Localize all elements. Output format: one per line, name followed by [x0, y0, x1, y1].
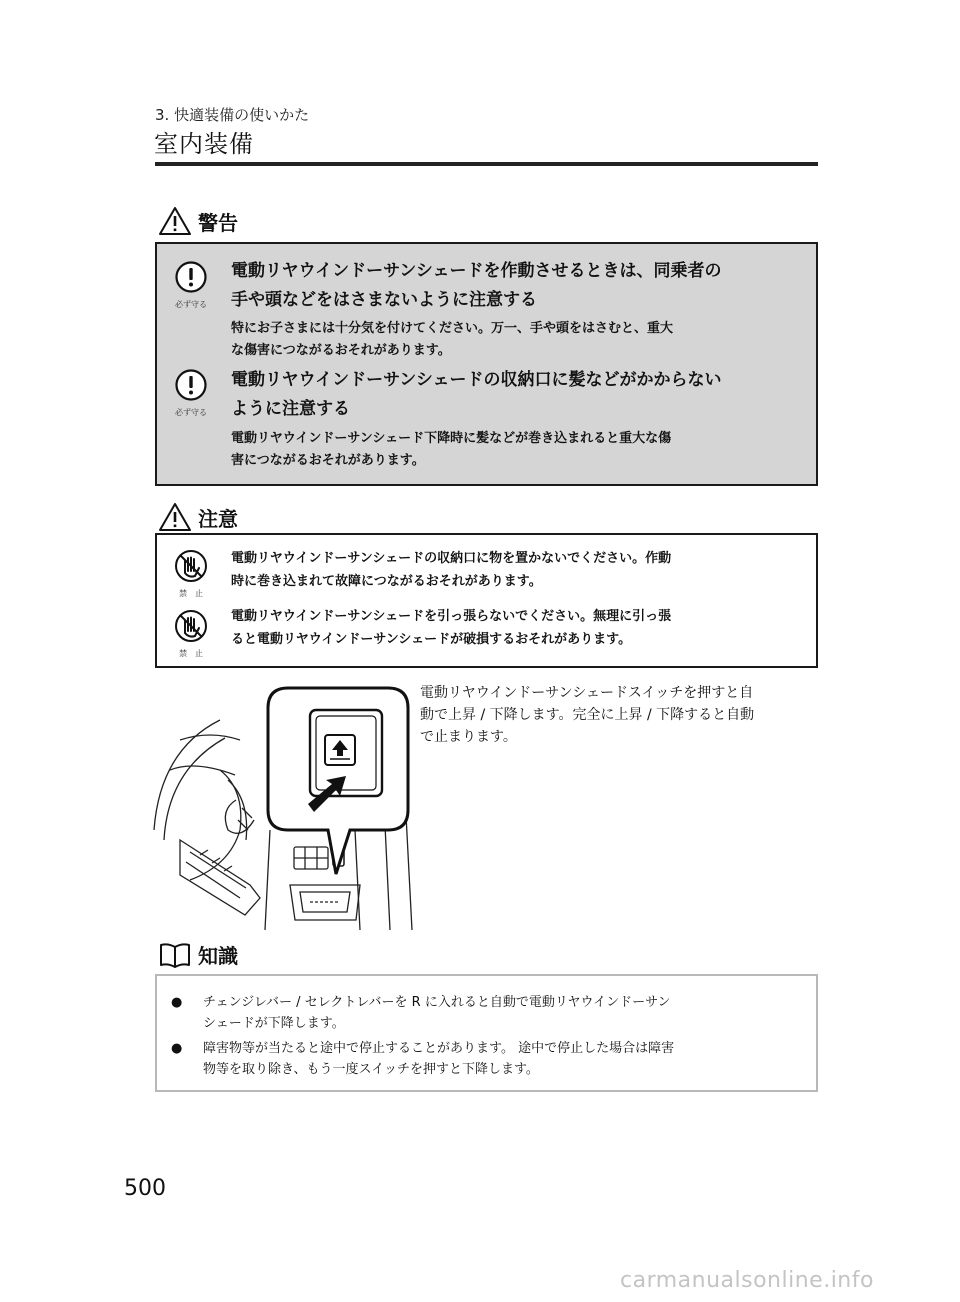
caution-box — [155, 533, 818, 668]
warning-item-2-title: 電動リヤウインドーサンシェードの収納口に髪などがかからない ように注意する — [231, 370, 722, 419]
section-number: 3. 快適装備の使いかた — [155, 106, 310, 124]
bullet: ● — [171, 1041, 183, 1056]
prohibited-caption: 禁 止 — [179, 649, 203, 658]
page-number: 500 — [124, 1176, 166, 1201]
warning-item-1-body: 特にお子さまには十分気を付けてください。万一、手や頭をはさむと、重大 な傷害につながるおそれがあります。 — [231, 321, 674, 358]
knowledge-item-1: ● チェンジレバー / セレクトレバーを R に入れると自動で電動リヤウインドーサン シェードが下降します。 — [171, 992, 801, 1034]
warning-box — [155, 242, 818, 486]
must-observe-icon-1 — [171, 260, 211, 310]
knowledge-heading — [158, 940, 238, 969]
page-title: 室内装備 — [154, 130, 254, 158]
must-observe-caption: 必ず守る — [175, 408, 207, 417]
prohibited-hand-icon — [174, 609, 208, 643]
exclamation-circle-icon — [174, 260, 208, 294]
warning-item-2-body: 電動リヤウインドーサンシェード下降時に髪などが巻き込まれると重大な傷 害につながるおそれがあります。 — [231, 431, 672, 468]
warning-triangle-icon — [158, 206, 192, 236]
warning-heading — [158, 206, 238, 236]
caution-heading — [158, 502, 238, 532]
switch-description: 電動リヤウインドーサンシェードスイッチを押すと自 動で上昇 / 下降します。完全に上昇 / 下降すると自動 で止まります。 — [420, 685, 755, 745]
warning-heading-label: 警告 — [198, 210, 238, 235]
caution-item-2: 電動リヤウインドーサンシェードを引っ張らないでください。無理に引っ張 ると電動リヤウインドーサンシェードが破損するおそれがあります。 — [231, 609, 672, 647]
knowledge-box — [155, 974, 818, 1092]
exclamation-circle-icon — [174, 368, 208, 402]
knowledge-item-2: ● 障害物等が当たると途中で停止することがあります。 途中で停止した場合は障害 物等を取り除き、もう一度スイッチを押すと下降します。 — [171, 1038, 801, 1080]
must-observe-icon-2 — [171, 368, 211, 418]
prohibited-icon-2 — [171, 609, 211, 659]
prohibited-hand-icon — [174, 549, 208, 583]
caution-triangle-icon — [158, 502, 192, 532]
warning-item-1-title: 電動リヤウインドーサンシェードを作動させるときは、同乗者の 手や頭などをはさまないように注意する — [231, 261, 722, 310]
caution-heading-label: 注意 — [198, 506, 238, 531]
prohibited-icon-1 — [171, 549, 211, 599]
prohibited-caption: 禁 止 — [179, 589, 203, 598]
sunshade-switch-illustration — [150, 680, 415, 930]
title-divider — [155, 162, 818, 166]
knowledge-heading-label: 知識 — [198, 944, 238, 968]
watermark: carmanualsonline.info — [620, 1268, 874, 1293]
bullet: ● — [171, 995, 183, 1010]
must-observe-caption: 必ず守る — [175, 300, 207, 309]
open-book-icon — [158, 941, 192, 969]
caution-item-1: 電動リヤウインドーサンシェードの収納口に物を置かないでください。作動 時に巻き込まれて故障につながるおそれがあります。 — [231, 551, 672, 589]
